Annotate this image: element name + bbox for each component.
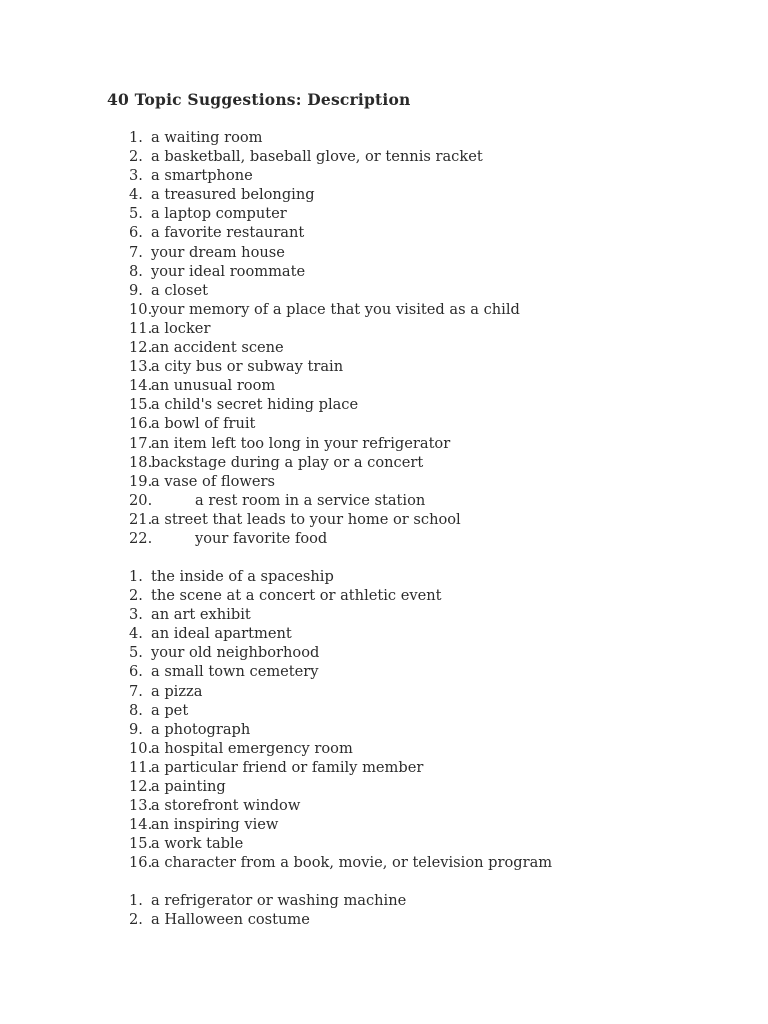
item-text: a city bus or subway train xyxy=(151,358,344,376)
item-text: a street that leads to your home or school xyxy=(151,510,461,528)
item-text: a painting xyxy=(151,778,226,796)
item-number: 19. xyxy=(129,472,153,490)
item-text: a smartphone xyxy=(151,167,253,185)
item-text: a small town cemetery xyxy=(151,663,319,681)
item-number: 2. xyxy=(129,148,143,166)
item-text: an accident scene xyxy=(151,339,284,357)
item-text: an art exhibit xyxy=(151,606,251,624)
item-number: 14. xyxy=(129,377,153,395)
item-number: 12. xyxy=(129,339,153,357)
item-number: 16. xyxy=(129,854,153,872)
page-title: 40 Topic Suggestions: Description xyxy=(107,90,411,109)
item-text: the scene at a concert or athletic event xyxy=(151,587,442,605)
item-text: your favorite food xyxy=(195,529,328,547)
item-number: 17. xyxy=(129,434,153,452)
item-number: 18. xyxy=(129,453,153,471)
item-number: 21. xyxy=(129,510,153,528)
item-number: 5. xyxy=(129,205,143,223)
item-text: a photograph xyxy=(151,720,251,738)
item-number: 2. xyxy=(129,911,143,929)
item-number: 20. xyxy=(129,491,153,509)
item-text: backstage during a play or a concert xyxy=(151,453,424,471)
item-number: 4. xyxy=(129,625,143,643)
item-number: 10. xyxy=(129,300,153,318)
item-text: the inside of a spaceship xyxy=(151,568,334,585)
item-text: your dream house xyxy=(151,243,285,261)
item-number: 9. xyxy=(129,720,143,738)
item-number: 2. xyxy=(129,587,143,605)
item-number: 6. xyxy=(129,224,143,242)
item-number: 1. xyxy=(129,568,143,585)
item-text: a laptop computer xyxy=(151,205,287,223)
item-text: a child's secret hiding place xyxy=(151,396,359,414)
item-text: a vase of flowers xyxy=(151,472,275,490)
item-text: a rest room in a service station xyxy=(195,491,426,509)
item-number: 15. xyxy=(129,396,153,414)
item-text: your old neighborhood xyxy=(151,644,320,662)
item-number: 22. xyxy=(129,529,153,547)
item-number: 13. xyxy=(129,797,153,815)
item-number: 3. xyxy=(129,167,143,185)
item-number: 1. xyxy=(129,129,143,146)
item-text: a particular friend or family member xyxy=(151,758,424,776)
item-text: a character from a book, movie, or television program xyxy=(151,854,553,872)
item-text: a hospital emergency room xyxy=(151,739,353,757)
item-number: 7. xyxy=(129,682,143,700)
item-number: 15. xyxy=(129,835,153,853)
item-text: an unusual room xyxy=(151,377,276,395)
item-text: a pizza xyxy=(151,682,203,700)
item-number: 6. xyxy=(129,663,143,681)
item-text: a refrigerator or washing machine xyxy=(151,892,407,909)
item-text: a treasured belonging xyxy=(151,186,315,204)
item-number: 1. xyxy=(129,892,143,909)
item-number: 5. xyxy=(129,644,143,662)
item-number: 3. xyxy=(129,606,143,624)
item-text: a storefront window xyxy=(151,797,301,815)
item-text: a favorite restaurant xyxy=(151,224,305,242)
item-number: 4. xyxy=(129,186,143,204)
item-text: your ideal roommate xyxy=(151,262,306,280)
item-text: a closet xyxy=(151,281,208,299)
item-number: 11. xyxy=(129,758,153,776)
item-text: a locker xyxy=(151,319,211,337)
item-text: a Halloween costume xyxy=(151,911,310,929)
item-number: 7. xyxy=(129,243,143,261)
item-number: 10. xyxy=(129,739,153,757)
item-number: 16. xyxy=(129,415,153,433)
item-number: 13. xyxy=(129,358,153,376)
item-text: an item left too long in your refrigerator xyxy=(151,434,451,452)
item-number: 9. xyxy=(129,281,143,299)
item-number: 14. xyxy=(129,816,153,834)
item-text: a work table xyxy=(151,835,244,853)
item-text: your memory of a place that you visited as a child xyxy=(151,300,520,318)
item-text: a pet xyxy=(151,701,189,719)
item-number: 12. xyxy=(129,778,153,796)
item-text: a waiting room xyxy=(151,129,263,146)
item-text: an inspiring view xyxy=(151,816,279,834)
item-number: 8. xyxy=(129,262,143,280)
item-number: 8. xyxy=(129,701,143,719)
item-number: 11. xyxy=(129,319,153,337)
item-text: an ideal apartment xyxy=(151,625,292,643)
item-text: a basketball, baseball glove, or tennis racket xyxy=(151,148,483,166)
item-text: a bowl of fruit xyxy=(151,415,256,433)
